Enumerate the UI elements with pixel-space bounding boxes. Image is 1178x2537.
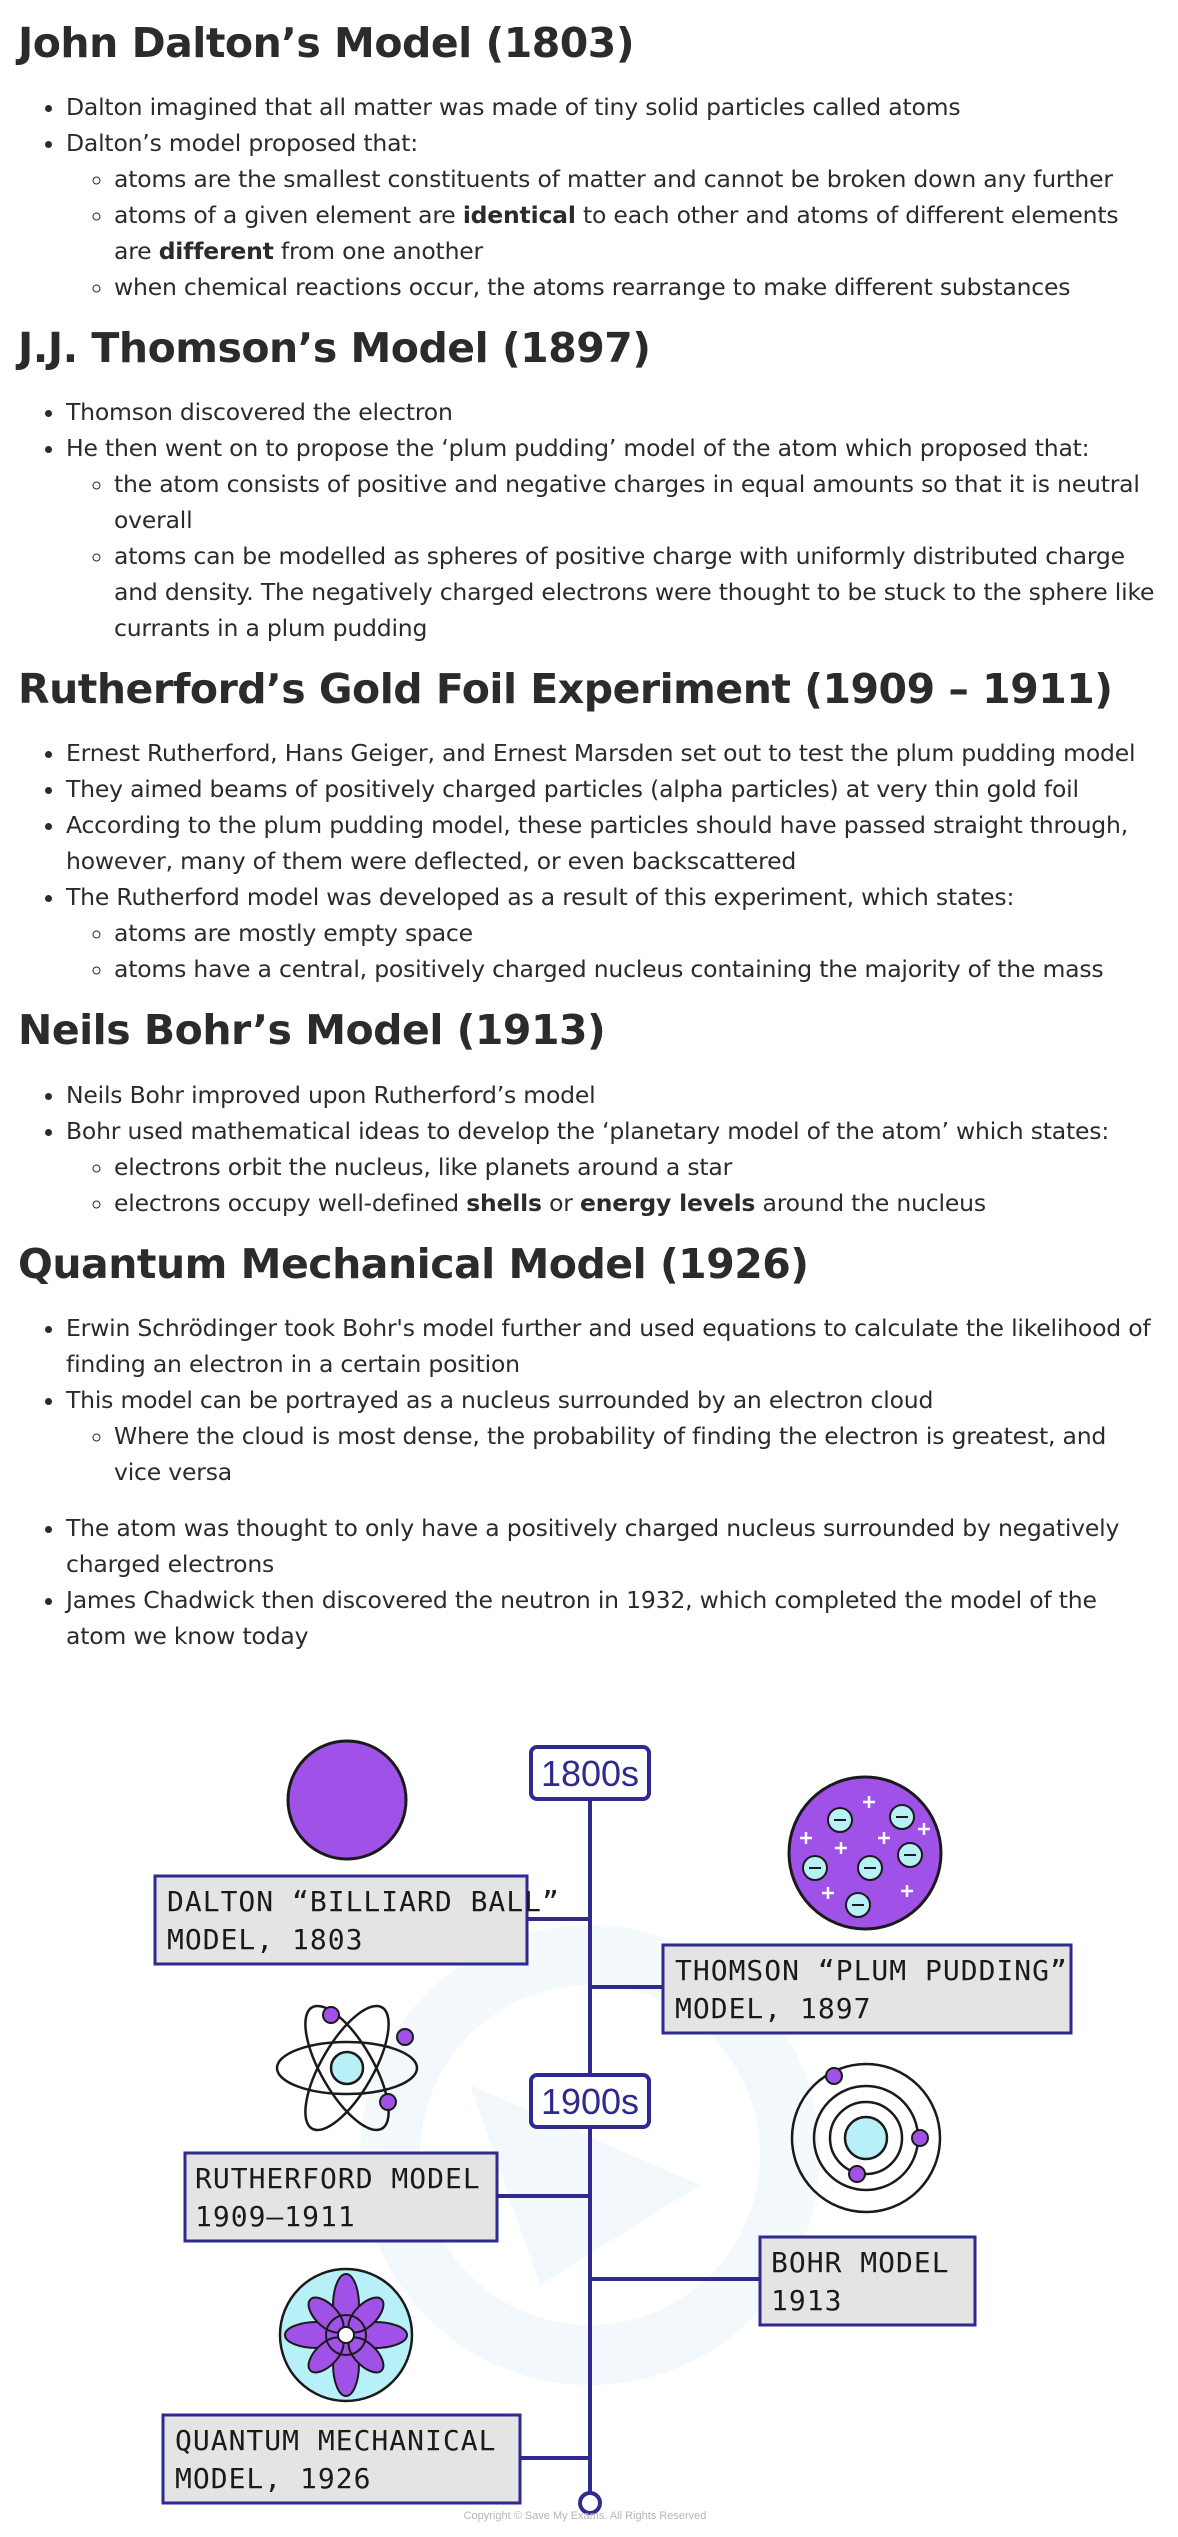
quantum-list bbox=[18, 1310, 1160, 1490]
list-item: ◦ atoms can be modelled as spheres of positive charge with uniformly distributed charge and density. The negatively charged electrons were thought to be stuck to the sphere like currants in a plum pudding bbox=[114, 538, 1160, 646]
bold-text: identical bbox=[462, 201, 576, 230]
bold-text: shells bbox=[466, 1188, 542, 1217]
rutherford-list bbox=[18, 735, 1160, 987]
list-item bbox=[66, 1113, 1160, 1221]
rutherford-heading: Rutherford’s Gold Foil Experiment (1909 – 1911) bbox=[18, 665, 1113, 714]
list-item: • Ernest Rutherford, Hans Geiger, and Ernest Marsden set out to test the plum pudding model bbox=[66, 735, 1160, 771]
list-item bbox=[114, 197, 1160, 269]
list-item: ◦ Where the cloud is most dense, the probability of finding the electron is greatest, and vice versa bbox=[114, 1418, 1160, 1490]
text: around the nucleus bbox=[755, 1188, 986, 1217]
thomson-plum-pudding-icon bbox=[789, 1777, 941, 1929]
list-item: • Thomson discovered the electron bbox=[66, 394, 1160, 430]
list-item: • Neils Bohr improved upon Rutherford’s model bbox=[66, 1077, 1160, 1113]
dalton-heading: John Dalton’s Model (1803) bbox=[18, 19, 635, 67]
spacer bbox=[18, 1490, 1160, 1510]
text: from one another bbox=[273, 237, 483, 266]
list-item bbox=[66, 879, 1160, 987]
closing-list bbox=[18, 1510, 1160, 1654]
dalton-list bbox=[18, 89, 1160, 305]
dalton-label-line1: DALTON “BILLIARD BALL” bbox=[167, 1885, 560, 1918]
list-item-text: Dalton’s model proposed that: bbox=[66, 129, 419, 158]
list-item bbox=[66, 430, 1160, 646]
thomson-sublist bbox=[66, 466, 1160, 646]
dalton-label-line2: MODEL, 1803 bbox=[167, 1923, 364, 1956]
timeline-svg bbox=[0, 1725, 1178, 2537]
year-1900s: 1900s bbox=[540, 2081, 640, 2122]
bold-text: different bbox=[158, 237, 274, 266]
quantum-cloud-icon bbox=[280, 2269, 412, 2401]
list-item bbox=[66, 1382, 1160, 1490]
bohr-list bbox=[18, 1077, 1160, 1221]
thomson-list bbox=[18, 394, 1160, 646]
list-item: ◦ atoms are the smallest constituents of matter and cannot be broken down any further bbox=[114, 161, 1160, 197]
bohr-sublist bbox=[66, 1149, 1160, 1221]
dalton-billiard-ball-icon bbox=[288, 1741, 406, 1859]
text: electrons occupy well-defined bbox=[114, 1188, 467, 1217]
quantum-sublist bbox=[66, 1418, 1160, 1490]
list-item: • Dalton imagined that all matter was made of tiny solid particles called atoms bbox=[66, 89, 1160, 125]
text: to each other and atoms of different elements are bbox=[114, 201, 1119, 266]
copyright-notice: Copyright © Save My Exams. All Rights Reserved bbox=[463, 2510, 707, 2522]
list-item: ◦ electrons orbit the nucleus, like planets around a star bbox=[114, 1149, 1160, 1185]
list-item: • According to the plum pudding model, these particles should have passed straight through, however, many of them were deflected, or even backscattered bbox=[66, 807, 1160, 879]
bold-text: energy levels bbox=[580, 1188, 756, 1217]
year-1800s: 1800s bbox=[540, 1753, 640, 1794]
list-item-text: He then went on to propose the ‘plum pudding’ model of the atom which proposed that: bbox=[66, 434, 1090, 463]
list-item: • James Chadwick then discovered the neutron in 1932, which completed the model of the atom we know today bbox=[66, 1582, 1160, 1654]
list-item: • The atom was thought to only have a positively charged nucleus surrounded by negatively charged electrons bbox=[66, 1510, 1160, 1582]
text: atoms of a given element are bbox=[114, 201, 463, 230]
thomson-label-line2: MODEL, 1897 bbox=[675, 1992, 872, 2025]
quantum-heading: Quantum Mechanical Model (1926) bbox=[18, 1239, 809, 1288]
list-item-text: The Rutherford model was developed as a result of this experiment, which states: bbox=[66, 883, 1015, 912]
quantum-label-line2: MODEL, 1926 bbox=[175, 2462, 372, 2495]
list-item: ◦ atoms have a central, positively charged nucleus containing the majority of the mass bbox=[114, 951, 1160, 987]
quantum-label-line1: QUANTUM MECHANICAL bbox=[175, 2424, 497, 2457]
dalton-sublist bbox=[66, 161, 1160, 305]
list-item-text: Bohr used mathematical ideas to develop the ‘planetary model of the atom’ which states: bbox=[66, 1116, 1110, 1145]
thomson-label-line1: THOMSON “PLUM PUDDING” bbox=[675, 1954, 1068, 1987]
list-item: • Erwin Schrödinger took Bohr's model further and used equations to calculate the likelihood of finding an electron in a certain position bbox=[66, 1310, 1160, 1382]
rutherford-label-line1: RUTHERFORD MODEL bbox=[195, 2162, 481, 2195]
list-item bbox=[114, 1185, 1160, 1221]
atomic-models-timeline bbox=[0, 1725, 1178, 2537]
rutherford-sublist bbox=[66, 915, 1160, 987]
list-item: ◦ the atom consists of positive and negative charges in equal amounts so that it is neutral overall bbox=[114, 466, 1160, 538]
text: or bbox=[541, 1188, 580, 1217]
list-item: • They aimed beams of positively charged particles (alpha particles) at very thin gold foil bbox=[66, 771, 1160, 807]
bohr-label-line1: BOHR MODEL bbox=[771, 2246, 950, 2279]
list-item: ◦ atoms are mostly empty space bbox=[114, 915, 1160, 951]
rutherford-label-line2: 1909–1911 bbox=[195, 2200, 356, 2233]
bohr-label-line2: 1913 bbox=[771, 2284, 843, 2317]
bohr-atom-icon bbox=[792, 2064, 940, 2212]
thomson-heading: J.J. Thomson’s Model (1897) bbox=[18, 324, 651, 373]
list-item: ◦ when chemical reactions occur, the atoms rearrange to make different substances bbox=[114, 269, 1160, 305]
list-item-text: This model can be portrayed as a nucleus surrounded by an electron cloud bbox=[66, 1385, 934, 1414]
list-item bbox=[66, 125, 1160, 305]
bohr-heading: Neils Bohr’s Model (1913) bbox=[18, 1006, 606, 1055]
